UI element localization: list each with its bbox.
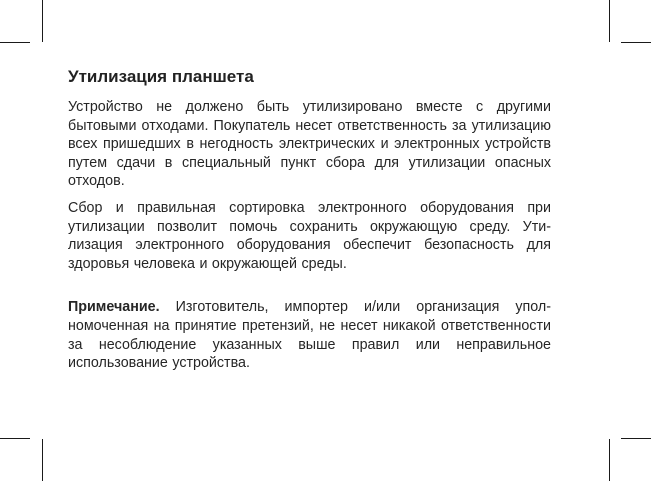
page-title: Утилизация планшета (68, 67, 254, 86)
paragraph-recycling: Сбор и правильная сортировка электронного оборудования при утилизации позволит помочь сохранить окружающую среду. Утилизация электронного оборудования обеспечит безопасность для здоровья человека и окружающей среды. (68, 199, 551, 272)
crop-mark-bottom-right-horizontal (621, 438, 651, 439)
crop-mark-bottom-right-vertical (609, 439, 610, 481)
crop-mark-top-right-horizontal (621, 42, 651, 43)
crop-mark-top-left-horizontal (0, 42, 30, 43)
crop-mark-top-right-vertical (609, 0, 610, 42)
crop-mark-top-left-vertical (42, 0, 43, 42)
document-body (68, 66, 551, 381)
crop-mark-bottom-left-vertical (42, 439, 43, 481)
note-text: Изготовитель, импортер и/или организация уполномоченная на принятие претензий, не несет никакой ответственности за несоблюдение указанных выше правил или неправильное использование устройства. (68, 299, 551, 372)
note-paragraph (68, 298, 551, 372)
crop-mark-bottom-left-horizontal (0, 438, 30, 439)
paragraph-disposal: Устройство не должено быть утилизировано вместе с другими бытовыми отходами. Покупатель несет ответственность за утилизацию всех пришедших в негодность электрических и электронных устройств путем сдачи в специальный пункт сбора для утилизации опасных отходов. (68, 99, 551, 190)
note-label: Примечание. (68, 299, 160, 316)
